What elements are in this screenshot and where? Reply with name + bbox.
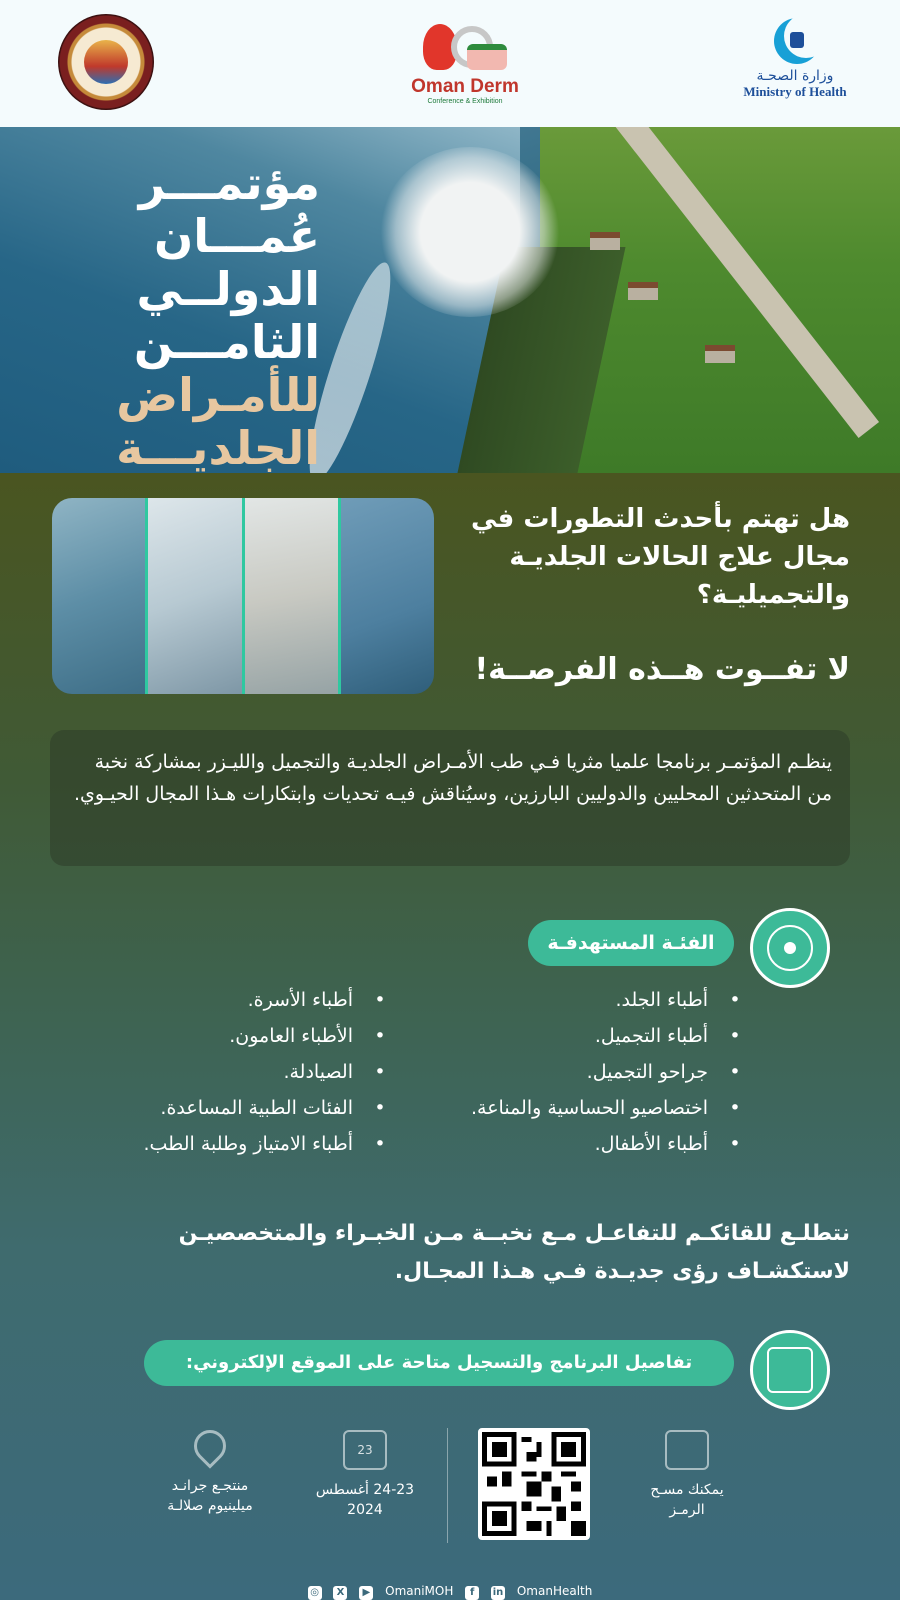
calendar-icon: 23 [343,1430,387,1470]
target-audience-icon [750,908,830,988]
invitation-text: نتطلـع للقائكـم للتفاعـل مـع نخبــة مـن الخبـراء والمتخصصيـن لاستكشـاف رؤى جديـدة فـي هـذا المجـال. [178,1221,850,1284]
venue-line: ميلينيوم صلالـة [167,1498,253,1514]
oman-derm-logo [410,18,520,113]
intro-cta: لا تفــوت هــذه الفرصــة! [474,652,850,687]
social-handle[interactable]: OmanHealth [516,1584,593,1598]
description-box: ينظـم المؤتمـر برنامجا علميا مثريا فـي طب الأمـراض الجلديـة والتجميل والليـزر بمشاركة نخبة من المتحدثين المحليين والدوليين البارزين، وسيُناقش فيـه تحديات وابتكارات هـذا المجال الحيـوي. [50,730,850,866]
social-bar [0,1584,900,1600]
list-item: • أطباء الامتياز وطلبة الطب. [60,1126,395,1162]
list-item: • جراحو التجميل. [420,1054,750,1090]
target-list-right [420,982,750,1162]
header-bar [0,0,900,127]
venue-line: منتجـع جرانـد [171,1478,249,1494]
oman-derm-title: Oman Derm [411,76,519,97]
list-item: • أطباء التجميل. [420,1018,750,1054]
skin-photo [148,498,244,694]
list-item: • الأطباء العامون. [60,1018,395,1054]
qr-code-icon [482,1432,586,1536]
title-line: الجلديـــة [116,421,320,473]
list-item: • أطباء الأطفال. [420,1126,750,1162]
scan-info [612,1430,762,1520]
list-item: • اختصاصيو الحساسية والمناعة. [420,1090,750,1126]
title-line: الدولــي [136,262,320,316]
dermatology-society-logo [58,14,154,110]
date-info [290,1430,440,1520]
target-audience-pill: الفئـة المستهدفـة [528,920,734,966]
instagram-icon[interactable]: ◎ [308,1586,322,1600]
date-line: 2024 [347,1502,383,1518]
list-item: • الفئات الطبية المساعدة. [60,1090,395,1126]
skin-photo [245,498,341,694]
skin-photo [52,498,148,694]
skin-conditions-photos [52,498,434,694]
location-pin-icon [187,1423,232,1468]
intro-question: هل تهتم بأحدث التطورات في مجال علاج الحالات الجلديـة والتجميليـة؟ [470,504,850,610]
registration-pill: تفاصيل البرنامج والتسجيل متاحة على الموقع الإلكتروني: [144,1340,734,1386]
crescent-icon [768,14,822,68]
linkedin-icon[interactable]: in [492,1587,504,1598]
moh-english-name: Ministry of Health [743,84,847,99]
oman-derm-subtitle: Conference & Exhibition [427,98,503,105]
youtube-icon[interactable]: ▶ [359,1586,373,1600]
title-line: للأمـراض [116,368,320,422]
divider [447,1428,448,1543]
social-handle[interactable]: OmaniMOH [385,1584,454,1598]
ministry-of-health-logo [740,14,850,114]
registration-form-icon [750,1330,830,1410]
society-emblem-icon [84,40,128,84]
x-icon[interactable]: X [333,1586,347,1600]
list-item: • أطباء الجلد. [420,982,750,1018]
qr-code[interactable] [478,1428,590,1540]
list-item: • أطباء الأسرة. [60,982,395,1018]
hero-banner [0,127,900,473]
scan-line: الرمـز [669,1502,705,1518]
oman-derm-mark-icon [415,18,515,76]
facebook-icon[interactable]: f [465,1586,479,1600]
list-item: • الصيادلة. [60,1054,395,1090]
scan-qr-icon [665,1430,709,1470]
title-line: الثامـــن [133,315,320,369]
conference-title [30,157,320,473]
moh-arabic-name: وزارة الصحـة [756,68,834,84]
title-line: مؤتمـــر [138,156,320,210]
target-list-left [60,982,395,1162]
scan-line: يمكنك مسـح [650,1482,724,1498]
date-line: 24-23 أغسطس [315,1482,415,1498]
venue-info [135,1430,285,1516]
cloud-image [380,147,560,317]
title-line: عُمـــان [154,209,320,263]
skin-photo [341,498,434,694]
